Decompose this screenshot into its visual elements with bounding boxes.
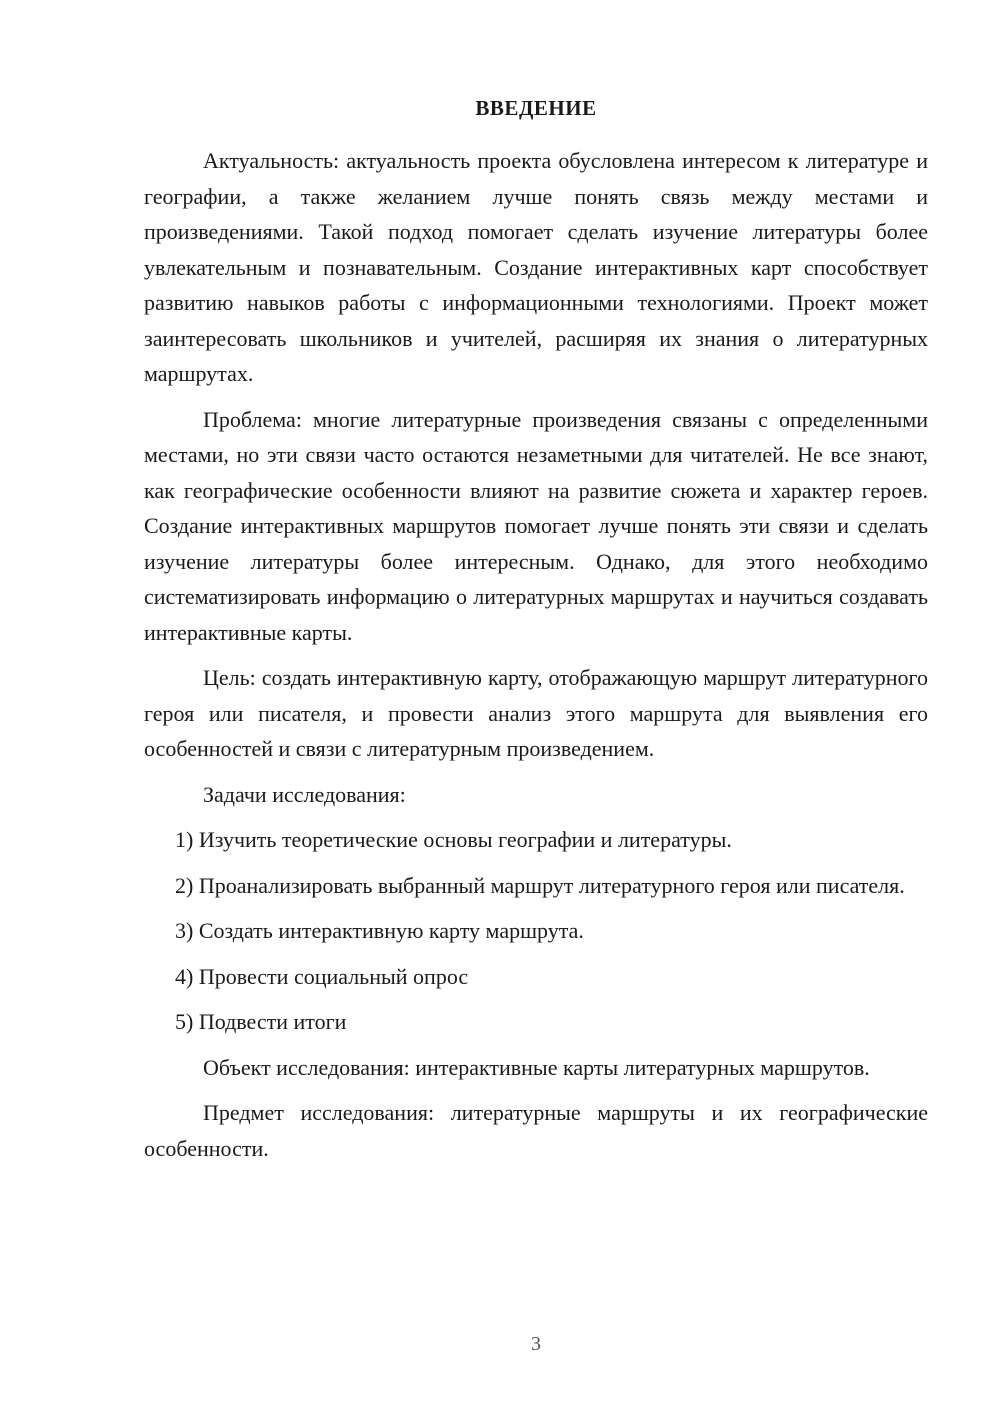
- object-paragraph: Объект исследования: интерактивные карты литературных маршрутов.: [203, 1054, 870, 1080]
- page-heading: ВВЕДЕНИЕ: [475, 96, 597, 120]
- task-item-2: 2) Проанализировать выбранный маршрут литературного героя или писателя.: [175, 872, 905, 898]
- relevance-paragraph: Актуальность: актуальность проекта обусловлена интересом к литературе и географии, а также желанием лучше понять связь между местами и произведениями. Такой подход помогает сделать изучение литературы более увлекательным и познавательным. Создание интерактивных карт способствует развитию навыков работы с информационными технологиями. Проект может заинтересовать школьников и учителей, расширяя их знания о литературных маршрутах.: [144, 148, 928, 386]
- task-item-4: 4) Провести социальный опрос: [175, 963, 469, 989]
- goal-paragraph: Цель: создать интерактивную карту, отображающую маршрут литературного героя или писателя, и провести анализ этого маршрута для выявления его особенностей и связи с литературным произведением.: [144, 665, 928, 761]
- task-item-3: 3) Создать интерактивную карту маршрута.: [175, 918, 584, 943]
- task-item-5: 5) Подвести итоги: [175, 1009, 347, 1034]
- document-body: [144, 143, 928, 1176]
- subject-paragraph: Предмет исследования: литературные маршруты и их географические особенности.: [144, 1100, 928, 1161]
- task-item-1: 1) Изучить теоретические основы географии и литературы.: [175, 827, 732, 852]
- problem-paragraph: Проблема: многие литературные произведения связаны с определенными местами, но эти связи часто остаются незаметными для читателей. Не все знают, как географические особенности влияют на развитие сюжета и характер героев. Создание интерактивных маршрутов помогает лучше понять эти связи и сделать изучение литературы более интересным. Однако, для этого необходимо систематизировать информацию о литературных маршрутах и научиться создавать интерактивные карты.: [144, 406, 928, 645]
- page-number: 3: [531, 1333, 541, 1355]
- tasks-heading: Задачи исследования:: [203, 781, 406, 807]
